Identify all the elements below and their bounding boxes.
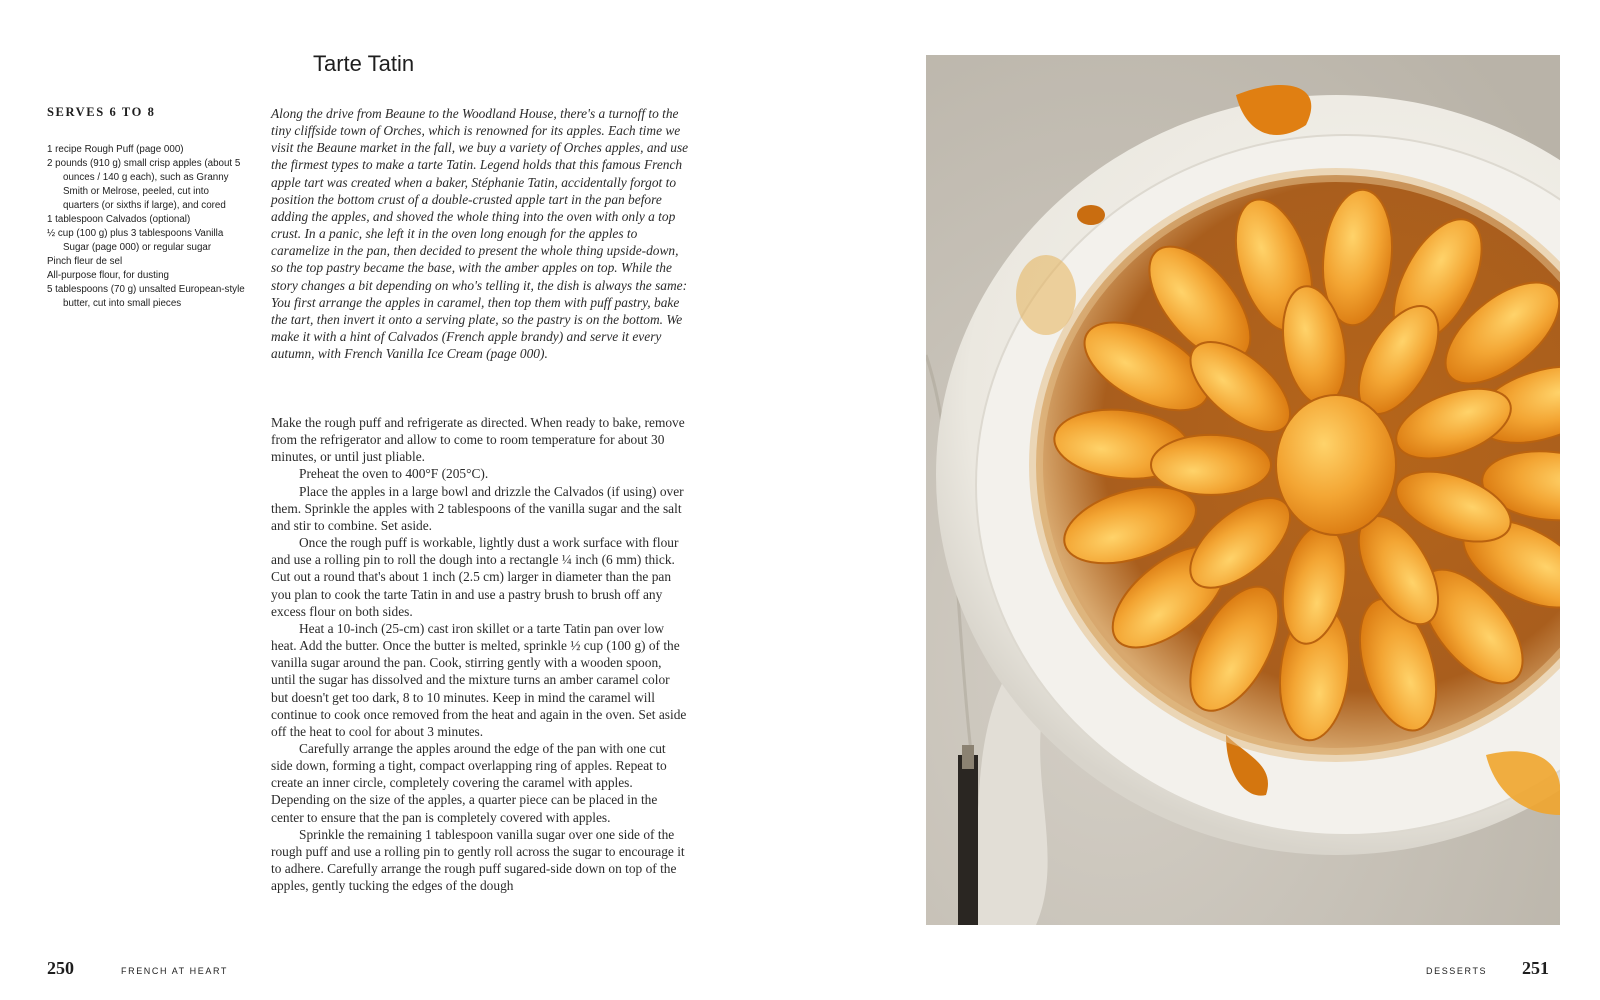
ingredient-item: ½ cup (100 g) plus 3 tablespoons Vanilla Sugar (page 000) or regular sugar [47, 228, 224, 253]
tarte-tatin-illustration [926, 55, 1560, 925]
method-paragraph: Sprinkle the remaining 1 tablespoon vanilla sugar over one side of the rough puff and use a rolling pin to gently roll across the sugar to encourage it to adhere. Carefully arrange the rough puff sugared-side down on top of the apples, gently tucking the edges of the dough [271, 826, 685, 894]
method-paragraph: Once the rough puff is workable, lightly dust a work surface with flour and use a rolling pin to roll the dough into a rectangle ¼ inch (6 mm) thick. Cut out a round that's about 1 inch (2.5 cm) larger in diameter than the pan you plan to cook the tarte Tatin in and use a pastry brush to brush off any excess flour on both sides. [271, 535, 679, 619]
ingredient-item: 2 pounds (910 g) small crisp apples (about 5 ounces / 140 g each), such as Granny Smith or Melrose, peeled, cut into quarters (or sixths if large), and cored [47, 158, 241, 211]
method-paragraph: Make the rough puff and refrigerate as directed. When ready to bake, remove from the refrigerator and allow to come to room temperature for about 30 minutes, or until just pliable. [271, 415, 685, 465]
ingredient-item: Pinch fleur de sel [47, 256, 123, 267]
method-paragraph: Place the apples in a large bowl and drizzle the Calvados (if using) over them. Sprinkle the apples with 2 tablespoons of the vanilla sugar and the salt and stir to combine. Set aside. [271, 483, 684, 533]
ingredient-list [47, 143, 247, 311]
method-paragraph: Preheat the oven to 400°F (205°C). [299, 466, 489, 482]
method-text [271, 414, 689, 894]
method-paragraph: Carefully arrange the apples around the edge of the pan with one cut side down, forming a tight, compact overlapping ring of apples. Repeat to create an inner circle, completely covering the caramel with apples. Depending on the size of the apples, a quarter piece can be placed in the center to ensure that the pan is completely covered with apples. [271, 740, 667, 825]
tarte-tatin-photo [926, 55, 1560, 925]
recipe-intro: Along the drive from Beaune to the Woodland House, there's a turnoff to the tiny cliffside town of Orches, which is renowned for its apples. Each time we visit the Beaune market in the fall, we buy a variety of Orches apples, and use the firmest types to make a tarte Tatin. Legend holds that this famous French apple tart was created when a baker, Stéphanie Tatin, accidentally forgot to position the bottom crust of a double-crusted apple tart in the pan before adding the apples, and shoved the whole thing into the oven with only a top crust. In a panic, she left it in the oven long enough for the apples to caramelize in the pan, then decided to present the whole thing upside-down, so the top pastry became the base, with the amber apples on top. While the story changes a bit depending on who's telling it, the dish is always the same: You first arrange the apples in caramel, then top them with puff pastry, bake the tart, then invert it onto a serving plate, so the pastry is on the bottom. We make it with a hint of Calvados (French apple brandy) and serve it every autumn, with French Vanilla Ice Cream (page 000). [271, 106, 689, 362]
method-paragraph: Heat a 10-inch (25-cm) cast iron skillet or a tarte Tatin pan over low heat. Add the butter. Once the butter is melted, sprinkle ½ cup (100 g) of the vanilla sugar around the pan. Cook, stirring gently with a wooden spoon, until the sugar has dissolved and the mixture turns an amber caramel color but doesn't get too dark, 8 to 10 minutes. Keep in mind the caramel will continue to cook once removed from the heat and again in the oven. Set aside off the heat to cool for about 3 minutes. [271, 620, 687, 739]
ingredient-item: 5 tablespoons (70 g) unsalted European-style butter, cut into small pieces [47, 284, 245, 309]
recipe-title: Tarte Tatin [313, 51, 415, 76]
ingredient-item: 1 recipe Rough Puff (page 000) [47, 144, 184, 155]
left-page-number: 250 [47, 958, 74, 978]
ingredient-item: 1 tablespoon Calvados (optional) [47, 214, 191, 225]
apple-wedge [1151, 435, 1271, 495]
right-page-number: 251 [1522, 958, 1549, 978]
serves-heading: SERVES 6 TO 8 [47, 105, 156, 119]
right-running-head: DESSERTS [1426, 966, 1488, 976]
server-handle [958, 755, 978, 925]
left-running-head: FRENCH AT HEART [121, 966, 229, 976]
ingredient-item: All-purpose flour, for dusting [47, 270, 169, 281]
